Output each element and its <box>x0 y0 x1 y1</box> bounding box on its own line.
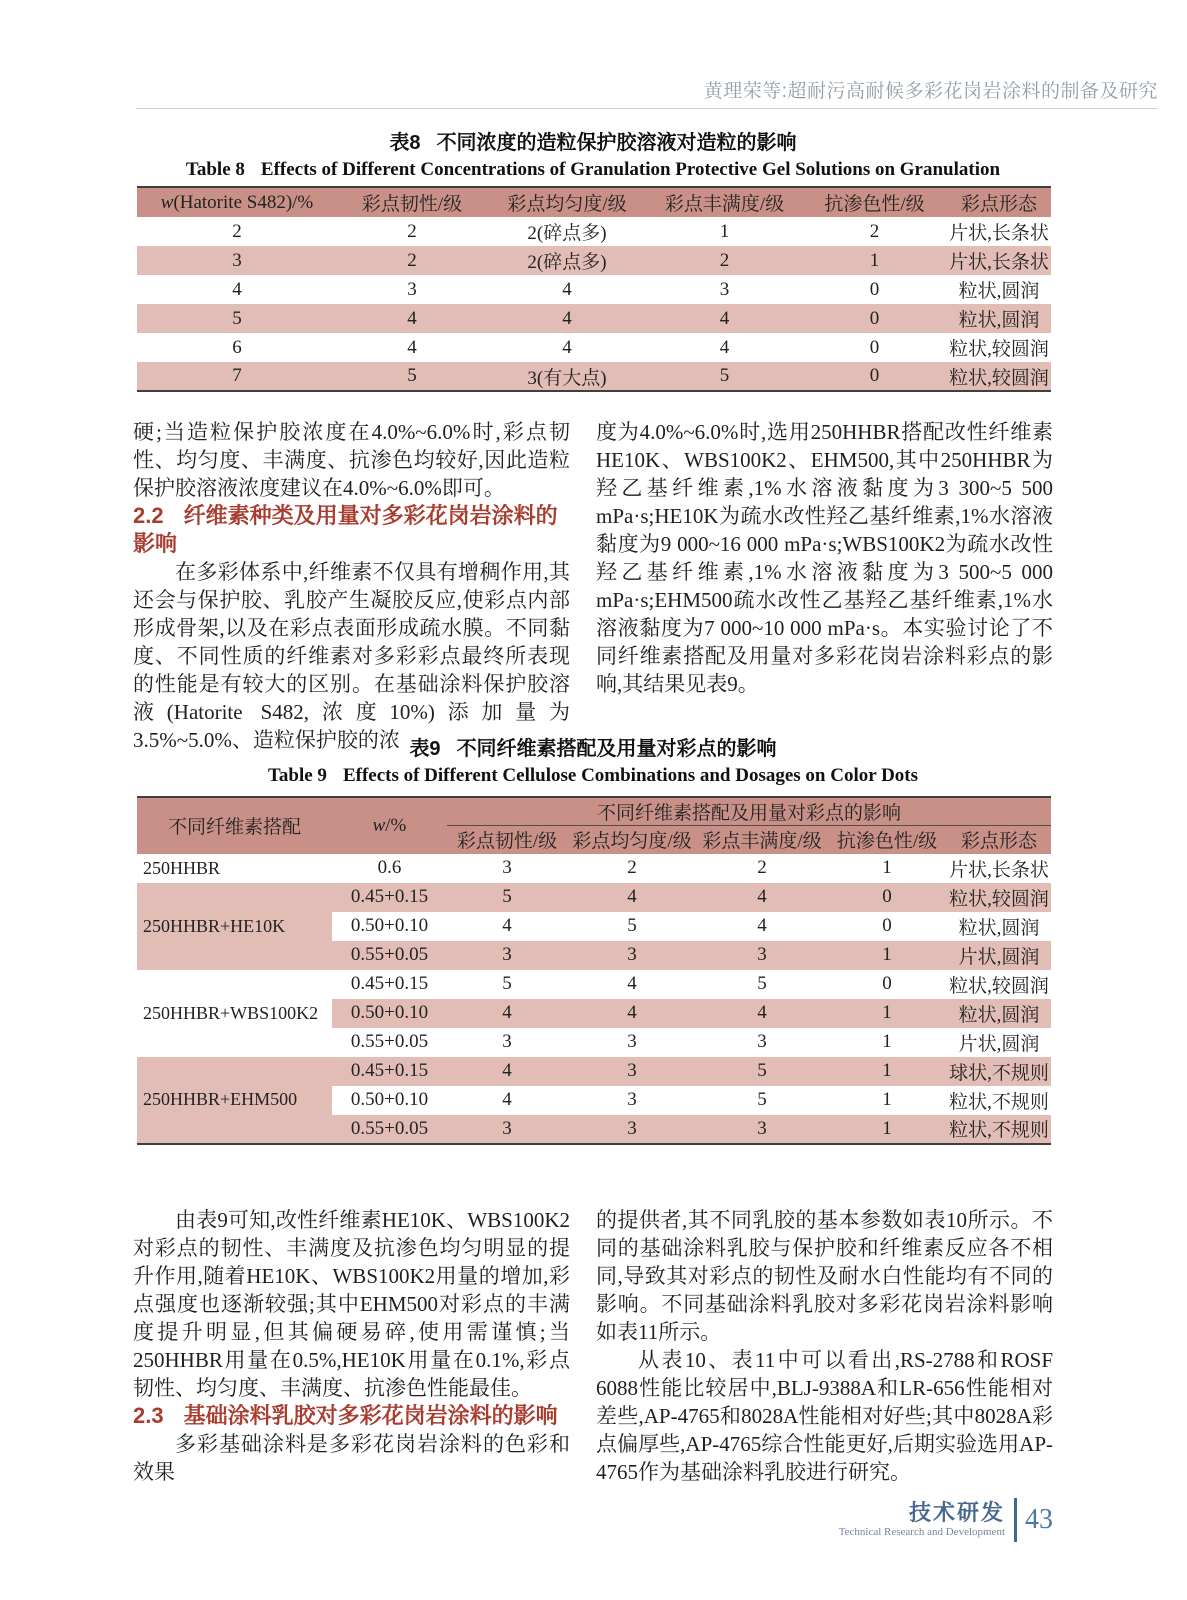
table8-row <box>137 304 1051 333</box>
table9-cell: 0 <box>827 970 947 999</box>
table9-cell: 1 <box>827 854 947 883</box>
table9-cell: 3 <box>447 1028 567 1057</box>
table8-row <box>137 246 1051 275</box>
table8-cell: 粒状,圆润 <box>947 304 1051 333</box>
table9-cell: 3 <box>567 1028 697 1057</box>
table8-cell: 3 <box>719 278 730 300</box>
table8-cell: 0 <box>869 336 880 358</box>
table9-caption-en-label: Table 9 <box>267 765 327 786</box>
table8-cell: 5 <box>137 304 337 333</box>
table8-cell: 片状,长条状 <box>947 246 1051 275</box>
table9-cell: 3 <box>447 941 567 970</box>
table9-cell: 3 <box>697 1028 827 1057</box>
table9-cell: 0.50+0.10 <box>332 1086 447 1115</box>
table9-cell: 5 <box>447 970 567 999</box>
table8-cell: 2 <box>337 246 487 275</box>
table8-header-cell: 彩点丰满度/级 <box>647 187 802 217</box>
table8-cell: 粒状,较圆润 <box>947 362 1051 391</box>
table9-cell: 0.55+0.05 <box>332 1028 447 1057</box>
table8-header-cell: 彩点形态 <box>947 187 1051 217</box>
body-bottom <box>133 1206 1053 1486</box>
table8-cell: 粒状,圆润 <box>958 281 1040 302</box>
table8-cell: 4 <box>562 336 572 358</box>
table9-cell: 0.6 <box>332 854 447 883</box>
footer-divider-bar <box>1014 1498 1017 1542</box>
table9-header-row <box>137 797 1051 826</box>
table8-cell: 2(碎点多) <box>527 223 607 244</box>
paragraph: 由表9可知,改性纤维素HE10K、WBS100K2对彩点的韧性、丰满度及抗渗色均匀明显的提升作用,随着HE10K、WBS100K2用量的增加,彩点强度也逐渐较强;其中EHM500对彩点的丰满度提升明显,但其偏硬易碎,使用需谨慎;当250HHBR用量在0.5%,HE10K用量在0.1%,彩点韧性、均匀度、丰满度、抗渗色性能最佳。 <box>133 1208 570 1400</box>
paragraph: 度为4.0%~6.0%时,选用250HHBR搭配改性纤维素HE10K、WBS100K2、EHM500,其中250HHBR为羟乙基纤维素,1%水溶液黏度为3 300~5 500 mPa·s;HE10K为疏水改性羟乙基纤维素,1%水溶液黏度为9 000~16 000 mPa·s;WBS100K2为疏水改性羟乙基纤维素,1%水溶液黏度为3 500~5 000 mPa·s;EHM500疏水改性乙基羟乙基纤维素,1%水溶液黏度为7 000~10 000 mPa·s。本实验讨论了不同纤维素搭配及用量对多彩花岗岩涂料彩点的影响,其结果见表9。 <box>596 420 1053 696</box>
table8-cell: 0 <box>802 304 947 333</box>
table9-cell: 0.50+0.10 <box>332 999 447 1028</box>
table9-header-cell: 彩点韧性/级 <box>447 826 567 854</box>
section-number: 2.2 <box>133 503 164 528</box>
table9-cell: 3 <box>567 941 697 970</box>
table9-cell: 5 <box>697 1057 827 1086</box>
table8-caption-en-label: Table 8 <box>185 159 245 180</box>
section-title: 基础涂料乳胶对多彩花岗岩涂料的影响 <box>183 1403 558 1428</box>
table9-cell: 1 <box>827 1115 947 1144</box>
table8-header-cell: w(Hatorite S482)/% <box>137 187 337 217</box>
table9-cell: 粒状,不规则 <box>947 1086 1051 1115</box>
section-heading-2-2 <box>133 502 570 558</box>
section-title: 纤维素种类及用量对多彩花岗岩涂料的影响 <box>133 503 558 556</box>
table8-cell: 片状,长条状 <box>949 223 1049 244</box>
table9-cell: 5 <box>697 1086 827 1115</box>
table9-cell: 3 <box>697 1115 827 1144</box>
body-bottom-left-column <box>133 1206 570 1486</box>
table9-caption-en-text: Effects of Different Cellulose Combinations and Dosages on Color Dots <box>342 765 919 786</box>
table9 <box>137 796 1051 1145</box>
body-top-left-column <box>133 418 570 754</box>
running-head <box>136 82 1158 109</box>
table9-cell: 0.45+0.15 <box>332 1057 447 1086</box>
table9-cell: 3 <box>447 1115 567 1144</box>
table8-row <box>137 333 1051 362</box>
table9-cell: 4 <box>447 999 567 1028</box>
table9-cell: 4 <box>447 912 567 941</box>
table8-row <box>137 362 1051 391</box>
table8-header-cell: 抗渗色性/级 <box>802 187 947 217</box>
table9-header-cell: 彩点丰满度/级 <box>697 826 827 854</box>
table9-cell: 粒状,圆润 <box>947 999 1051 1028</box>
table9-cell: 3 <box>567 1115 697 1144</box>
table9-cell: 0 <box>827 912 947 941</box>
table8-cell: 5 <box>337 362 487 391</box>
table8-cell: 1 <box>802 246 947 275</box>
body-bottom-right-column <box>596 1206 1053 1486</box>
table8-cell: 2 <box>232 220 242 242</box>
table9-cell: 5 <box>567 912 697 941</box>
page-footer <box>133 1498 1053 1542</box>
table9-cell: 0.45+0.15 <box>332 970 447 999</box>
table9-cell: 3 <box>567 1086 697 1115</box>
table9-row <box>137 1057 1051 1086</box>
table8-cell: 2 <box>647 246 802 275</box>
table9-cell: 5 <box>447 883 567 912</box>
table8-cell: 0 <box>869 278 880 300</box>
page-number: 43 <box>1025 1504 1053 1535</box>
table9-cell: 0.50+0.10 <box>332 912 447 941</box>
table9-cell: 球状,不规则 <box>947 1057 1051 1086</box>
body-top-right-column <box>596 418 1053 754</box>
table9-group-label: 250HHBR+EHM500 <box>137 1057 332 1144</box>
table9-cell: 0.55+0.05 <box>332 941 447 970</box>
table8-cell: 2(碎点多) <box>487 246 647 275</box>
table9-cell: 粒状,较圆润 <box>947 970 1051 999</box>
footer-section-en: Technical Research and Development <box>838 1526 1005 1538</box>
table8-caption-en <box>133 158 1053 182</box>
table9-header-cell: 彩点形态 <box>947 826 1051 854</box>
table9-cell: 1 <box>827 1086 947 1115</box>
table9-cell: 4 <box>697 912 827 941</box>
table8-cell: 粒状,较圆润 <box>949 339 1049 360</box>
table9-cell: 0 <box>827 883 947 912</box>
table8-cell: 2 <box>869 220 880 242</box>
table8-cell: 4 <box>719 336 730 358</box>
table8-cell: 4 <box>487 304 647 333</box>
table9-group-label: 250HHBR+HE10K <box>137 883 332 970</box>
table9-row <box>137 854 1051 883</box>
paragraph: 从表10、表11中可以看出,RS-2788和ROSF 6088性能比较居中,BLJ-9388A和LR-656性能相对差些,AP-4765和8028A性能相对好些;其中8028A彩点偏厚些,AP-4765综合性能更好,后期实验选用AP-4765作为基础涂料乳胶进行研究。 <box>596 1348 1053 1484</box>
table9-cell: 0.45+0.15 <box>332 883 447 912</box>
table8-header-row <box>137 187 1051 217</box>
table8-row <box>137 275 1051 304</box>
table8-caption-en-text: Effects of Different Concentrations of Granulation Protective Gel Solutions on Granulation <box>260 159 1001 180</box>
table9-header-span: 不同纤维素搭配及用量对彩点的影响 <box>447 797 1051 826</box>
table8-cell: 3 <box>137 246 337 275</box>
paragraph: 多彩基础涂料是多彩花岗岩涂料的色彩和效果 <box>133 1432 570 1484</box>
table9-caption <box>133 736 1053 788</box>
table9-cell: 0.55+0.05 <box>332 1115 447 1144</box>
table8-cell: 5 <box>647 362 802 391</box>
table9-row <box>137 883 1051 912</box>
footer-section-cn: 技术研发 <box>908 1500 1005 1525</box>
table8-cell: 4 <box>337 304 487 333</box>
table9-caption-cn <box>133 736 1053 762</box>
table8-cell: 4 <box>407 336 417 358</box>
table9-row <box>137 970 1051 999</box>
footer-section-block <box>839 1501 1005 1539</box>
table9-cell: 4 <box>697 883 827 912</box>
running-head-rule <box>136 108 1158 109</box>
section-number: 2.3 <box>133 1403 164 1428</box>
table9-cell: 4 <box>447 1086 567 1115</box>
table9-cell: 3 <box>567 1057 697 1086</box>
table8-caption-cn-text: 不同浓度的造粒保护胶溶液对造粒的影响 <box>436 132 797 154</box>
table9-group-label: 250HHBR <box>137 854 332 883</box>
table9-cell: 5 <box>697 970 827 999</box>
table9-header-w: w/% <box>332 797 447 854</box>
table9-cell: 4 <box>567 999 697 1028</box>
table9-cell: 3 <box>697 941 827 970</box>
table8-cell: 1 <box>719 220 730 242</box>
table8-cell: 3 <box>407 278 417 300</box>
table8-cell: 0 <box>802 362 947 391</box>
table9-caption-cn-label: 表9 <box>409 738 441 760</box>
table9-header-cell: 彩点均匀度/级 <box>567 826 697 854</box>
table8-caption-cn <box>133 130 1053 156</box>
table9-caption-cn-text: 不同纤维素搭配及用量对彩点的影响 <box>456 738 777 760</box>
paragraph: 在多彩体系中,纤维素不仅具有增稠作用,其还会与保护胶、乳胶产生凝胶反应,使彩点内部形成骨架,以及在彩点表面形成疏水膜。不同黏度、不同性质的纤维素对多彩彩点最终所表现的性能是有较大的区别。在基础涂料保护胶溶液(Hatorite S482,浓度10%)添加量为3.5%~5.0%、造粒保护胶的浓 <box>133 560 570 752</box>
section-heading-2-3 <box>133 1402 570 1430</box>
table9-cell: 3 <box>447 854 567 883</box>
table9-cell: 2 <box>567 854 697 883</box>
table9-cell: 2 <box>697 854 827 883</box>
table8-cell: 2 <box>407 220 417 242</box>
table9-cell: 4 <box>567 970 697 999</box>
table9-cell: 粒状,较圆润 <box>947 883 1051 912</box>
table8-caption-cn-label: 表8 <box>389 132 421 154</box>
paragraph: 硬;当造粒保护胶浓度在4.0%~6.0%时,彩点韧性、均匀度、丰满度、抗渗色均较好,因此造粒保护胶溶液浓度建议在4.0%~6.0%即可。 <box>133 420 570 500</box>
table9-cell: 粒状,圆润 <box>947 912 1051 941</box>
table8 <box>137 186 1051 392</box>
table9-cell: 4 <box>447 1057 567 1086</box>
table8-cell: 6 <box>232 336 242 358</box>
table8-cell: 4 <box>232 278 242 300</box>
table9-cell: 片状,圆润 <box>947 1028 1051 1057</box>
table9-cell: 1 <box>827 1057 947 1086</box>
table9-header-combo: 不同纤维素搭配 <box>137 797 332 854</box>
table9-header-cell: 抗渗色性/级 <box>827 826 947 854</box>
table9-cell: 片状,长条状 <box>947 854 1051 883</box>
table8-cell: 7 <box>137 362 337 391</box>
table8-header-cell: 彩点均匀度/级 <box>487 187 647 217</box>
paragraph: 的提供者,其不同乳胶的基本参数如表10所示。不同的基础涂料乳胶与保护胶和纤维素反应各不相同,导致其对彩点的韧性及耐水白性能均有不同的影响。不同基础涂料乳胶对多彩花岗岩涂料影响如表11所示。 <box>596 1208 1053 1344</box>
table9-cell: 1 <box>827 941 947 970</box>
table8-cell: 3(有大点) <box>487 362 647 391</box>
table9-group-label: 250HHBR+WBS100K2 <box>137 970 332 1057</box>
table9-cell: 粒状,不规则 <box>947 1115 1051 1144</box>
table8-caption <box>133 130 1053 182</box>
table9-caption-en <box>133 764 1053 788</box>
table8-cell: 4 <box>647 304 802 333</box>
table9-cell: 片状,圆润 <box>947 941 1051 970</box>
table9-cell: 1 <box>827 1028 947 1057</box>
running-head-title: 黄理荣等:超耐污高耐候多彩花岗岩涂料的制备及研究 <box>703 81 1158 102</box>
body-top <box>133 418 1053 754</box>
table8-header-cell: 彩点韧性/级 <box>337 187 487 217</box>
table9-cell: 4 <box>567 883 697 912</box>
table9-cell: 1 <box>827 999 947 1028</box>
table8-cell: 4 <box>562 278 572 300</box>
table9-cell: 4 <box>697 999 827 1028</box>
table8-row <box>137 217 1051 246</box>
